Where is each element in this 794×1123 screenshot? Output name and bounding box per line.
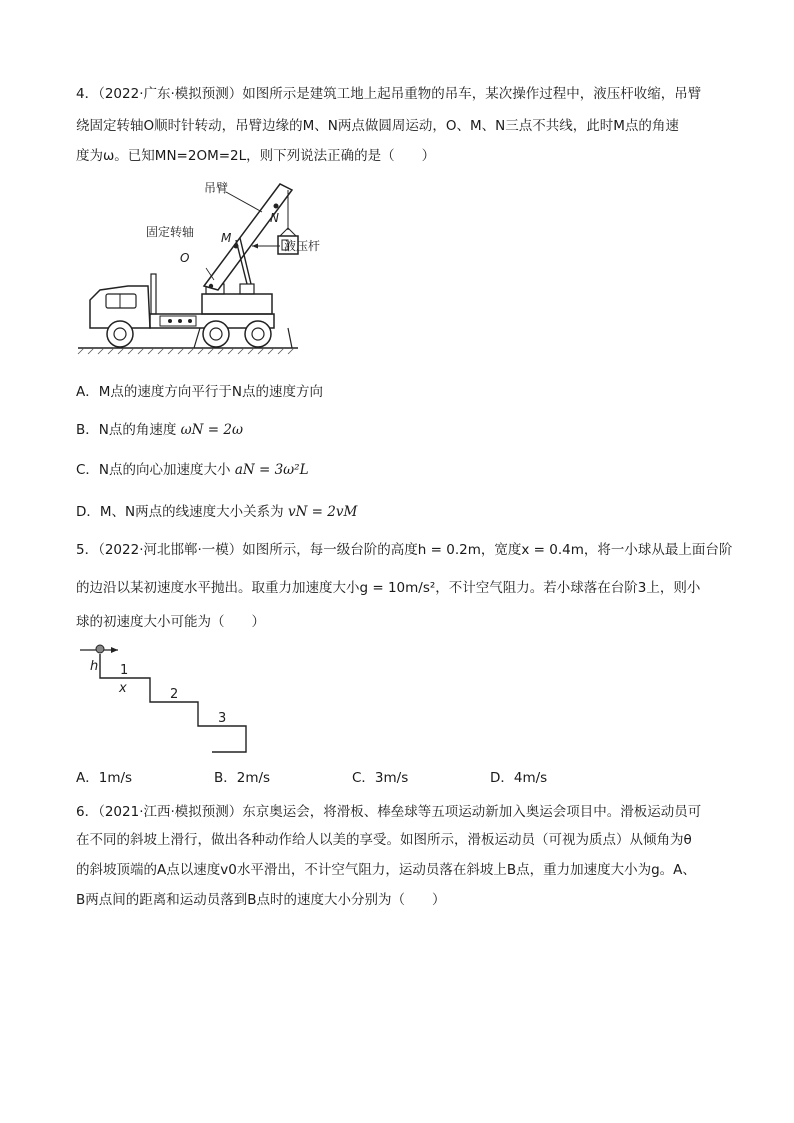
q4-option-d-formula: vN = 2vM — [287, 504, 358, 520]
label-x: x — [119, 681, 127, 696]
q5-option-d: D．4m/s — [490, 770, 548, 786]
q4-option-b-formula: ωN = 2ω — [180, 422, 243, 438]
q4-line-3: 度为ω。已知MN=2OM=2L，则下列说法正确的是（ ） — [76, 148, 436, 164]
step-3-label: 3 — [218, 711, 227, 726]
q4-option-c-formula: aN = 3ω²L — [234, 462, 309, 478]
q4-line-1: 4．（2022·广东·模拟预测）如图所示是建筑工地上起吊重物的吊车，某次操作过程中，液压杆收缩，吊臂 — [76, 86, 702, 102]
q6-line-4: B两点间的距离和运动员落到B点时的速度大小分别为（ ） — [76, 892, 446, 908]
label-h: h — [90, 659, 99, 674]
q5-option-a: A．1m/s — [76, 770, 133, 786]
crane-figure — [76, 178, 321, 362]
q4-option-c: C．N点的向心加速度大小 aN = 3ω²L — [76, 462, 309, 478]
label-cylinder: 液压杆 — [284, 239, 321, 253]
q5-option-c: C．3m/s — [352, 770, 409, 786]
q6-line-1: 6．（2021·江西·模拟预测）东京奥运会，将滑板、棒垒球等五项运动新加入奥运会项目中。滑板运动员可 — [76, 804, 702, 820]
q5-line-3: 球的初速度大小可能为（ ） — [76, 614, 265, 630]
label-axis: 固定转轴 — [146, 225, 195, 239]
label-boom: 吊臂 — [204, 181, 229, 195]
label-O: O — [180, 251, 190, 265]
q4-option-d: D．M、N两点的线速度大小关系为 vN = 2vM — [76, 504, 358, 520]
q4-option-b: B．N点的角速度 ωN = 2ω — [76, 422, 243, 438]
stairs-figure — [76, 640, 266, 764]
q6-line-3: 的斜坡顶端的A点以速度v0水平滑出，不计空气阻力，运动员落在斜坡上B点，重力加速度大小为g。A、 — [76, 862, 696, 878]
label-N: N — [270, 211, 279, 225]
q5-line-2: 的边沿以某初速度水平抛出。取重力加速度大小g = 10m/s²，不计空气阻力。若小球落在台阶3上，则小 — [76, 580, 701, 596]
q5-option-b: B．2m/s — [214, 770, 271, 786]
step-2-label: 2 — [170, 687, 179, 702]
step-1-label: 1 — [120, 663, 129, 678]
q4-option-a: A．M点的速度方向平行于N点的速度方向 — [76, 384, 323, 400]
q4-line-2: 绕固定转轴O顺时针转动，吊臂边缘的M、N两点做圆周运动，O、M、N三点不共线，此时M点的角速 — [76, 118, 679, 134]
q5-line-1: 5．（2022·河北邯郸·一模）如图所示，每一级台阶的高度h = 0.2m，宽度x = 0.4m，将一小球从最上面台阶 — [76, 542, 733, 558]
label-M: M — [221, 231, 232, 245]
q6-line-2: 在不同的斜坡上滑行，做出各种动作给人以美的享受。如图所示，滑板运动员（可视为质点）从倾角为θ — [76, 832, 692, 848]
